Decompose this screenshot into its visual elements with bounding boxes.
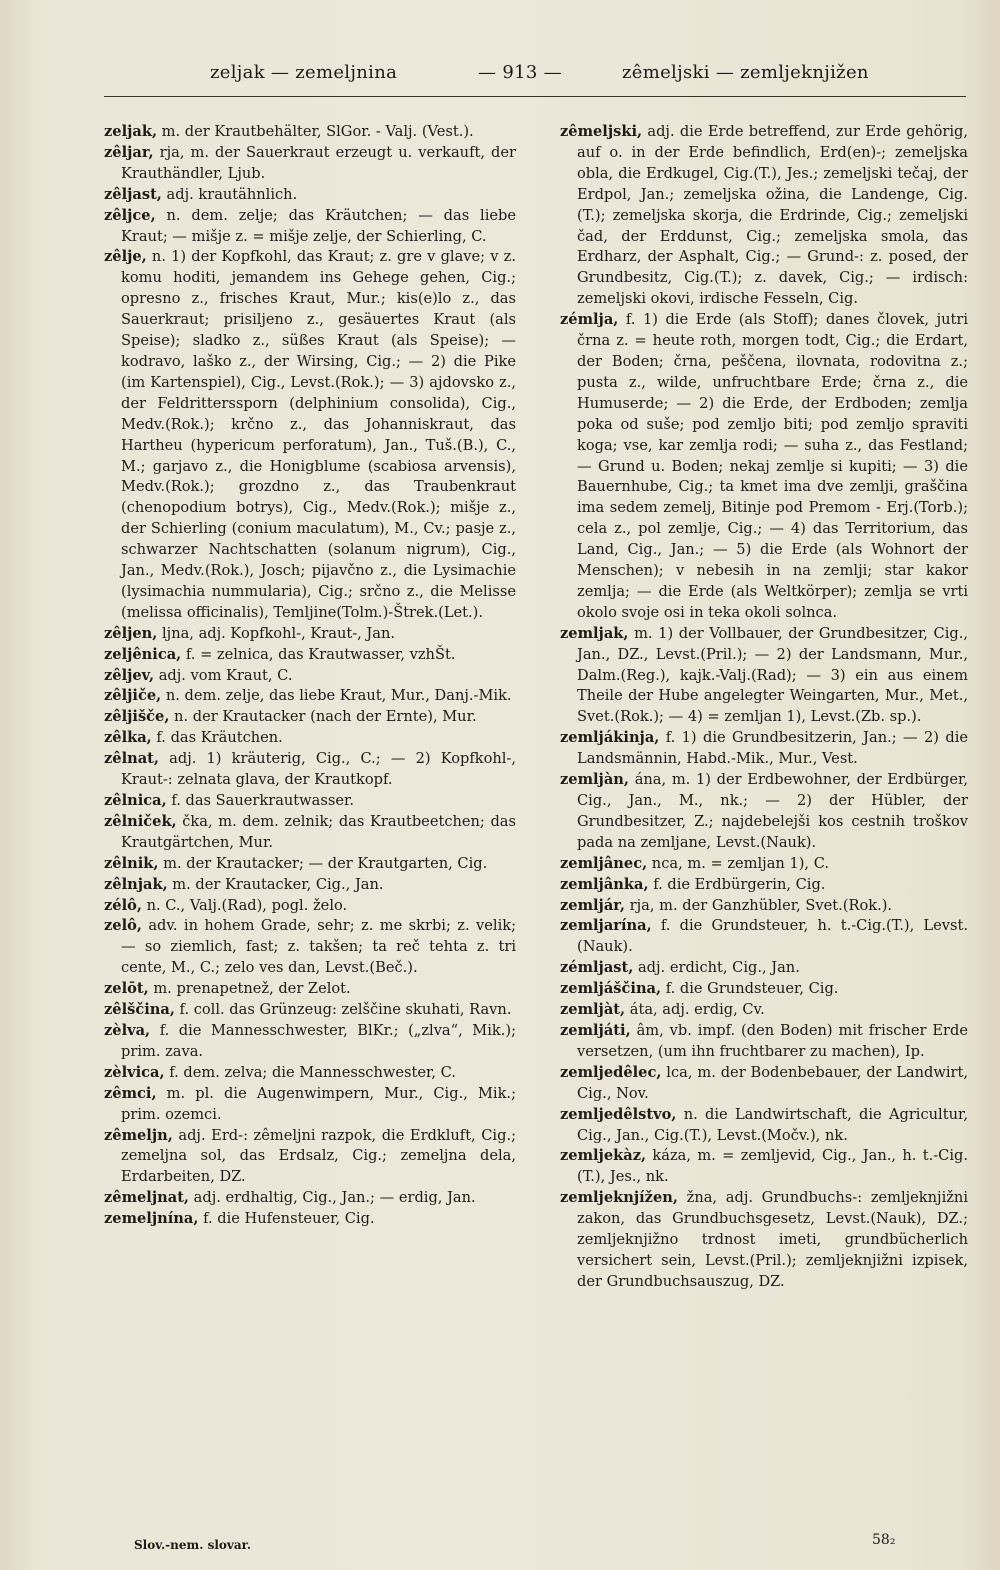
dictionary-entry [104,1209,516,1230]
entry-definition: ána, m. 1) der Erdbewohner, der Erdbürger, Cig., Jan., M., nk.; — 2) der Hübler, der Grundbesitzer, Z.; najdebelejši kos cestnih troškov pada na zemljane, Levst.(Nauk). [577,771,968,851]
entry-headword: zêlnica, [104,792,167,809]
entry-definition: žna, adj. Grundbuchs-: zemljeknjižni zakon, das Grundbuchsgesetz, Levst.(Nauk), DZ.; zemljeknjižno trdnost imeti, grundbücherlich versichert sein, Levst.(Pril.); zemljeknjižni izpisek, der Grundbuchsauszug, DZ. [577,1189,968,1290]
left-column [104,122,516,1467]
entry-headword: zemljàn, [560,771,629,789]
entry-headword: zemljáščina, [560,980,662,998]
entry-definition: m. 1) der Vollbauer, der Grundbesitzer, Cig., Jan., DZ., Levst.(Pril.); — 2) der Landsmann, Mur., Dalm.(Reg.), kajk.-Valj.(Rad); — 3) ein aus einem Theile der Hube angelegter Weingarten, Mur., Met., Svet.(Rok.); — 4) = zemljan 1), Levst.(Zb. sp.). [577,624,968,726]
entry-headword: zêlniček, [104,812,177,830]
dictionary-entry [560,875,968,896]
entry-definition: adj. vom Kraut, C. [154,666,293,684]
entry-headword: zemljáti, [560,1021,631,1039]
dictionary-entry [560,854,968,875]
dictionary-entry [560,1063,968,1105]
entry-headword: zemljânka, [560,875,649,893]
entry-definition: f. dem. zelva; die Mannesschwester, C. [164,1063,456,1081]
entry-definition: rja, m. der Ganzhübler, Svet.(Rok.). [625,896,893,914]
entry-definition: f. die Erdbürgerin, Cig. [648,875,826,893]
dictionary-entry [560,958,968,979]
dictionary-entry [104,686,516,707]
dictionary-entry [104,728,516,749]
entry-headword: zemljânec, [560,854,648,872]
dictionary-entry [104,896,516,917]
entry-definition: f. die Grundsteuer, h. t.-Cig.(T.), Levst.(Nauk). [577,917,968,956]
dictionary-entry [104,1021,516,1063]
dictionary-entry [104,645,516,666]
dictionary-entry [104,1063,516,1084]
entry-headword: zêmci, [104,1084,157,1102]
dictionary-entry [560,310,968,624]
entry-headword: zeljak, [104,123,158,140]
entry-definition: adj. erdhaltig, Cig., Jan.; — erdig, Jan. [189,1189,476,1207]
entry-definition: n. der Krautacker (nach der Ernte), Mur. [169,708,477,726]
entry-definition: âm, vb. impf. (den Boden) mit frischer Erde versetzen, (um ihn fruchtbarer zu machen), Ip. [577,1021,968,1060]
entry-definition: n. dem. zelje; das Kräutchen; — das liebe Kraut; — mišje z. = mišje zelje, der Schierling, C. [121,206,516,245]
entry-headword: zêmeljn, [104,1126,173,1144]
dictionary-entry [560,122,968,310]
sheet-signature: 58₂ [872,1532,896,1548]
entry-definition: f. 1) die Grundbesitzerin, Jan.; — 2) die Landsmännin, Habd.-Mik., Mur., Vest. [577,729,968,768]
entry-headword: zêljišče, [104,708,170,726]
dictionary-entry [104,206,516,248]
dictionary-entry [560,1021,968,1063]
dictionary-entry [104,749,516,791]
dictionary-entry [104,1000,516,1021]
entry-headword: zemljedêlec, [560,1063,662,1081]
entry-headword: zêljast, [104,185,162,203]
entry-definition: f. 1) die Erde (als Stoff); danes človek, jutri črna z. = heute roth, morgen todt, Cig.; die Erdart, der Boden; črna, peščena, ilovnata, rodovitna z.; pusta z., wilde, unfruchtbare Erde; črna z., die Humuserde; — 2) die Erde, der Erdboden; zemlja poka od suše; pod zemljo biti; pod zemljo spraviti koga; vse, kar zemlja rodi; — suha z., das Festland; — Grund u. Boden; nekaj zemlje si kupiti; — 3) die Bauernhube, Cig.; ta kmet ima dve zemlji, graščina ima sedem zemelj, Bitinje pod Premom - Erj.(Torb.); cela z., pol zemlje, Cig.; — 4) das Territorium, das Land, Cig., Jan.; — 5) die Erde (als Wohnort der Menschen); v nebesih in na zemlji; star kakor zemlja; — die Erde (als Weltkörper); zemlja se vrti okolo svoje osi in teka okoli solnca. [577,311,968,621]
entry-headword: zêlnat, [104,750,160,768]
entry-definition: f. das Kräutchen. [151,729,283,747]
dictionary-entry [560,896,968,917]
entry-definition: ljna, adj. Kopfkohl-, Kraut-, Jan. [157,624,396,642]
entry-definition: adj. die Erde betreffend, zur Erde gehörig, auf o. in der Erde befindlich, Erd(en)-; zemeljska obla, die Erdkugel, Cig.(T.), Jes.; zemeljski tečaj, der Erdpol, Jan.; zemeljska ožina, die Landenge, Cig.(T.); zemeljska skorja, die Erdrinde, Cig.; zemeljski čad, der Erddunst, Cig.; zemeljska smola, das Erdharz, der Asphalt, Cig.; — Grund-: z. posed, der Grundbesitz, Cig.(T.); z. davek, Cig.; — irdisch: zemeljski okovi, irdische Fesseln, Cig. [577,123,968,308]
entry-headword: zémlja, [560,311,619,329]
entry-headword: zêljen, [104,624,158,642]
entry-definition: čka, m. dem. zelnik; das Krautbeetchen; das Krautgärtchen, Mur. [121,812,516,851]
dictionary-entry [560,770,968,854]
entry-definition: adj. 1) kräuterig, Cig., C.; — 2) Kopfkohl-, Kraut-: zelnata glava, der Krautkopf. [121,750,516,789]
entry-headword: zêlka, [104,729,152,747]
entry-headword: zêmeljnat, [104,1189,190,1207]
dictionary-entry [104,875,516,896]
footer-book-title: Slov.-nem. slovar. [134,1538,252,1552]
dictionary-entry [104,979,516,1000]
dictionary-entry [104,624,516,645]
dictionary-entry [104,854,516,875]
dictionary-entry [104,791,516,812]
entry-headword: zelōt, [104,980,149,998]
entry-headword: zélô, [104,896,142,914]
entry-headword: zêlnik, [104,854,159,872]
entry-definition: adv. in hohem Grade, sehr; z. me skrbi; z. velik; — so ziemlich, fast; z. takšen; ta reč tehta z. tri cente, M., C.; zelo ves dan, Levst.(Beč.). [121,917,516,977]
entry-headword: zèlvica, [104,1063,165,1081]
entry-headword: zêlje, [104,248,147,266]
entry-definition: adj. erdicht, Cig., Jan. [633,959,800,977]
entry-definition: m. prenapetnež, der Zelot. [148,980,351,998]
entry-headword: zemljekàz, [560,1147,647,1165]
entry-definition: m. der Krautacker, Cig., Jan. [167,875,384,893]
entry-definition: adj. krautähnlich. [161,185,298,203]
entry-headword: zêljiče, [104,687,162,705]
entry-headword: zêlščina, [104,1001,175,1019]
entry-definition: n. dem. zelje, das liebe Kraut, Mur., Danj.-Mik. [161,687,512,705]
entry-definition: áta, adj. erdig, Cv. [625,1001,765,1019]
dictionary-entry [560,624,968,729]
entry-definition: lca, m. der Bodenbebauer, der Landwirt, Cig., Nov. [577,1063,968,1102]
entry-headword: zèlva, [104,1021,151,1039]
dictionary-entry [104,247,516,623]
entry-definition: n. die Landwirtschaft, die Agricultur, Cig., Jan., Cig.(T.), Levst.(Močv.), nk. [577,1105,968,1144]
dictionary-entry [104,666,516,687]
running-header-left: zeljak — zemeljnina [210,62,398,83]
entry-headword: zemljákinja, [560,729,660,747]
entry-headword: zemljedêlstvo, [560,1105,677,1123]
entry-headword: zemljár, [560,896,626,914]
entry-definition: m. der Krautacker; — der Krautgarten, Cig. [158,854,488,872]
entry-definition: káza, m. = zemljevid, Cig., Jan., h. t.-Cig.(T.), Jes., nk. [577,1147,968,1186]
dictionary-entry [560,728,968,770]
dictionary-entry [560,1000,968,1021]
dictionary-entry [104,143,516,185]
entry-headword: zeljênica, [104,645,182,663]
entry-definition: f. coll. das Grünzeug: zelščine skuhati, Ravn. [174,1001,512,1019]
entry-headword: zelô, [104,917,142,935]
dictionary-entry [104,1126,516,1189]
dictionary-entry [104,1188,516,1209]
header-rule [104,96,966,97]
entry-headword: zêmeljski, [560,123,643,140]
right-column [560,122,968,1467]
dictionary-entry [104,707,516,728]
entry-headword: zemljarína, [560,917,652,935]
entry-headword: zêlnjak, [104,875,168,893]
entry-definition: f. die Hufensteuer, Cig. [198,1210,375,1228]
entry-definition: n. 1) der Kopfkohl, das Kraut; z. gre v glave; v z. komu hoditi, jemandem ins Gehege gehen, Cig.; opresno z., frisches Kraut, Mur.; kis(e)lo z., das Sauerkraut; prisiljeno z., gesäuertes Kraut (als Speise); sladko z., süßes Kraut (als Speise); — kodravo, laško z., der Wirsing, Cig.; — 2) die Pike (im Kartenspiel), Cig., Levst.(Rok.); — 3) ajdovsko z., der Feldritterssporn (delphinium consolida), Cig., Medv.(Rok.); krčno z., das Johanniskraut, das Hartheu (hypericum perforatum), Jan., Tuš.(B.), C., M.; garjavo z., die Honigblume (scabiosa arvensis), Medv.(Rok.); grozdno z., das Traubenkraut (chenopodium botrys), Cig., Medv.(Rok.); mišje z., der Schierling (conium maculatum), M., Cv.; pasje z., schwarzer Nachtschatten (solanum nigrum), Cig., Jan., Medv.(Rok.), Josch; pijavčno z., die Lysimachie (lysimachia nummularia), Cig.; srčno z., die Melisse (melissa officinalis), Temljine(Tolm.)-Štrek.(Let.). [121,248,516,621]
entry-definition: m. der Krautbehälter, SlGor. - Valj. (Vest.). [157,123,474,140]
dictionary-entry [560,1146,968,1188]
dictionary-entry [104,916,516,979]
entry-headword: zemljeknjížen, [560,1189,678,1207]
entry-headword: zêljar, [104,143,154,161]
entry-headword: zêljev, [104,666,155,684]
entry-definition: f. die Mannesschwester, BlKr.; („zlva“, Mik.); prim. zava. [121,1021,516,1060]
entry-definition: adj. Erd-: zêmeljni razpok, die Erdkluft, Cig.; zemeljna sol, das Erdsalz, Cig.; zemeljna dela, Erdarbeiten, DZ. [121,1126,516,1186]
running-header-right: zêmeljski — zemljeknjižen [622,62,869,83]
entry-headword: zemljàt, [560,1001,626,1019]
entry-definition: f. die Grundsteuer, Cig. [661,980,839,998]
dictionary-entry [560,1105,968,1147]
entry-definition: rja, m. der Sauerkraut erzeugt u. verkauft, der Krauthändler, Ljub. [121,143,516,182]
dictionary-entry [104,812,516,854]
entry-definition: f. = zelnica, das Krautwasser, vzhŠt. [181,645,456,663]
dictionary-entry [560,1188,968,1293]
dictionary-entry [104,122,516,143]
entry-definition: n. C., Valj.(Rad), pogl. želo. [141,896,348,914]
entry-headword: zemljak, [560,624,629,642]
dictionary-entry [560,916,968,958]
dictionary-entry [560,979,968,1000]
dictionary-entry [104,1084,516,1126]
entry-headword: zémljast, [560,959,634,977]
dictionary-entry [104,185,516,206]
entry-definition: nca, m. = zemljan 1), C. [647,854,829,872]
entry-definition: m. pl. die Augenwimpern, Mur., Cig., Mik.; prim. ozemci. [121,1084,516,1123]
entry-headword: zemeljnína, [104,1210,199,1228]
entry-definition: f. das Sauerkrautwasser. [166,792,354,809]
page-number: — 913 — [478,62,562,83]
entry-headword: zêljce, [104,206,156,224]
